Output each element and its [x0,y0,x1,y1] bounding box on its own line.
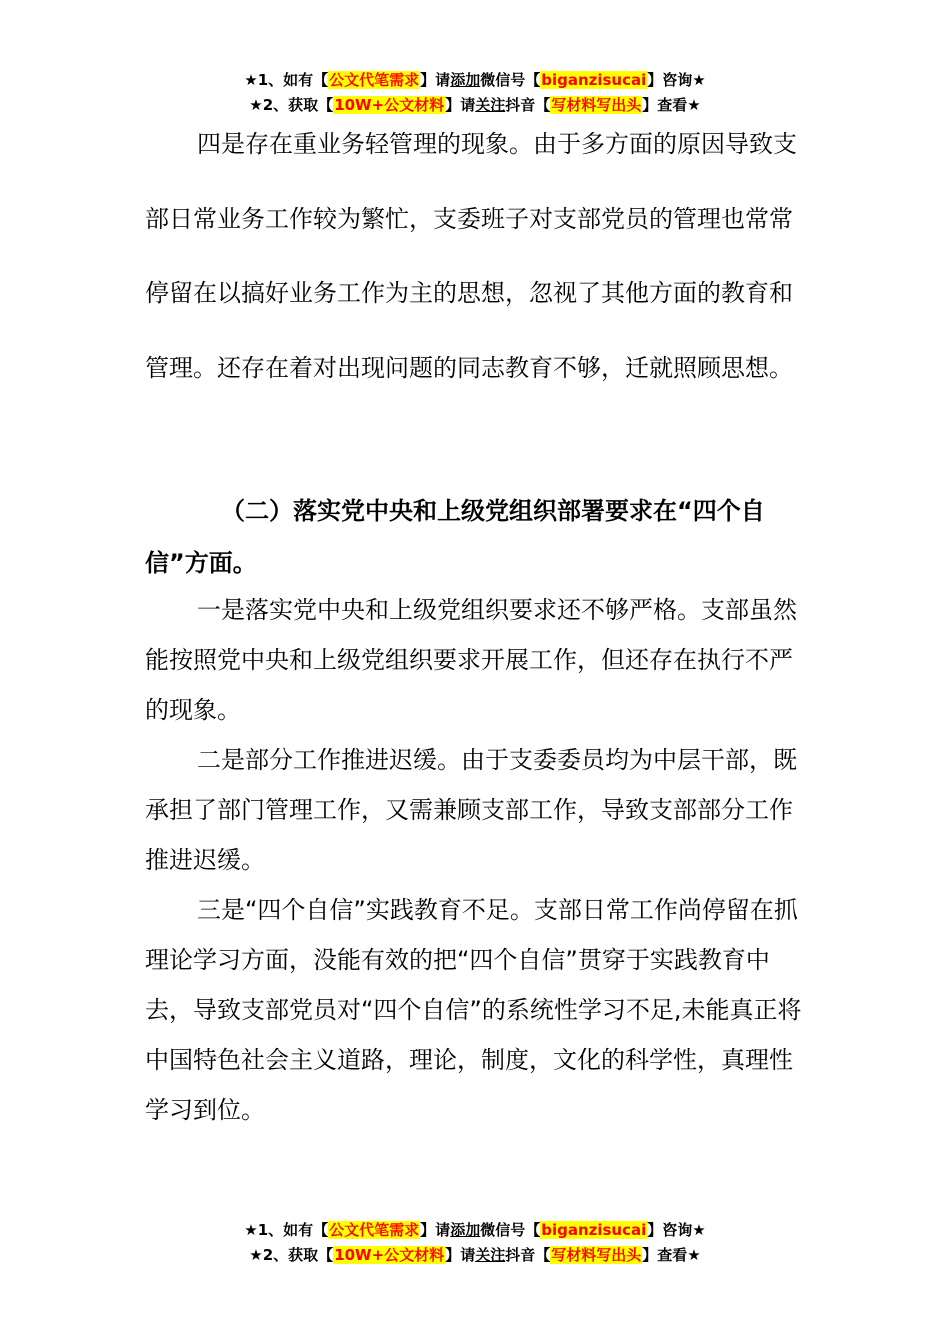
keyword-add: 添加 [450,71,481,89]
paragraph-work-delayed: 二是部分工作推进迟缓。由于支委委员均为中层干部，既承担了部门管理工作，又需兼顾支部工作，导致支部部分工作推进迟缓。 [145,746,797,874]
banner-line-1: ★1、如有【公文代笔需求】请添加微信号【biganzisucai】咨询★ [244,71,706,89]
keyword-add: 添加 [450,1221,481,1239]
paragraph-requirements-not-strict: 一是落实党中央和上级党组织要求还不够严格。支部虽然能按照党中央和上级党组织要求开展工作，但还存在执行不严的现象。 [145,596,797,724]
footer-banner [0,1218,950,1268]
section-heading-four-confidences: （二）落实党中央和上级党组织部署要求在“四个自信”方面。 [145,497,765,577]
banner-line-2-footer: ★2、获取【10W+公文材料】请关注抖音【写材料写出头】查看★ [249,1246,701,1264]
banner-line-2: ★2、获取【10W+公文材料】请关注抖音【写材料写出头】查看★ [249,96,701,114]
highlight-service: 公文代笔需求 [329,1221,420,1239]
highlight-douyin-id: 写材料写出头 [551,1246,642,1264]
highlight-materials: 10W+公文材料 [334,1246,445,1264]
highlight-wechat-id: biganzisucai [541,71,647,89]
highlight-wechat-id: biganzisucai [541,1221,647,1239]
paragraph-management-issue: 四是存在重业务轻管理的现象。由于多方面的原因导致支部日常业务工作较为繁忙，支委班子对支部党员的管理也常常停留在以搞好业务工作为主的思想，忽视了其他方面的教育和管理。还存在着对出现问题的同志教育不够，迁就照顾思想。 [145,130,797,382]
keyword-follow: 关注 [475,1246,506,1264]
highlight-materials: 10W+公文材料 [334,96,445,114]
highlight-service: 公文代笔需求 [329,71,420,89]
paragraph-practice-education: 三是“四个自信”实践教育不足。支部日常工作尚停留在抓理论学习方面，没能有效的把“四个自信”贯穿于实践教育中去，导致支部党员对“四个自信”的系统性学习不足,未能真正将中国特色社会主义道路，理论，制度，文化的科学性，真理性学习到位。 [145,896,802,1124]
highlight-douyin-id: 写材料写出头 [551,96,642,114]
banner-line-1-footer: ★1、如有【公文代笔需求】请添加微信号【biganzisucai】咨询★ [244,1221,706,1239]
keyword-follow: 关注 [475,96,506,114]
